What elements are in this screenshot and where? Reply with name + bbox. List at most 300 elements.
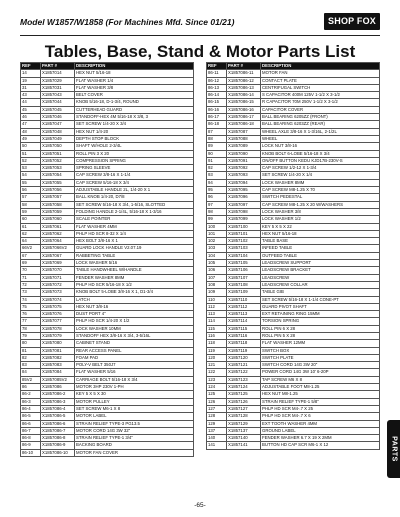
description-cell: BUTTON HD CAP SCR M6-1 X 12 (261, 442, 380, 449)
description-cell: DEPTH STOP BLOCK (75, 135, 194, 142)
table-row (21, 143, 194, 150)
table-row (21, 238, 194, 245)
ref-cell: 70 (21, 267, 41, 274)
part-number-cell: X1857092 (227, 165, 261, 172)
description-cell: ADJUSTABLE FOOT M8-1.25 (261, 384, 380, 391)
table-row (21, 289, 194, 296)
table-row (21, 208, 194, 215)
ref-cell: 124 (207, 384, 227, 391)
parts-table-left-body (21, 70, 194, 457)
table-row (21, 201, 194, 208)
description-cell: CABINET STAND (75, 340, 194, 347)
page-number: -65- (194, 502, 206, 509)
table-row (21, 128, 194, 135)
description-cell: KEY 5 X 5 X 22 (261, 223, 380, 230)
ref-cell: 86-8 (21, 435, 41, 442)
table-row (207, 238, 380, 245)
part-number-cell: X1857086-15 (227, 99, 261, 106)
part-number-cell: X1857110 (227, 296, 261, 303)
table-row (21, 435, 194, 442)
ref-cell: 91 (207, 157, 227, 164)
description-cell: BALL BEARING 6205ZZ (FRONT) (261, 114, 380, 121)
part-number-cell: X1857084 (41, 369, 75, 376)
ref-cell: 108 (207, 281, 227, 288)
ref-cell: 72 (21, 281, 41, 288)
part-number-cell: X1857118 (227, 340, 261, 347)
part-number-cell: X1857108 (227, 281, 261, 288)
part-number-cell: X1857091 (227, 157, 261, 164)
table-row (207, 252, 380, 259)
description-cell: HEX BOLT 3/8-16 X 1 (75, 238, 194, 245)
part-number-cell: X1857098 (227, 208, 261, 215)
description-cell: FLAT WASHER 4MM (75, 223, 194, 230)
description-cell: CUTTERHEAD GUARD (75, 106, 194, 113)
description-column-header: DESCRIPTION (75, 63, 194, 70)
table-row (21, 369, 194, 376)
part-number-cell: X1857047 (41, 121, 75, 128)
ref-cell: 99 (207, 216, 227, 223)
part-number-cell: X1857049 (41, 135, 75, 142)
table-row (21, 391, 194, 398)
table-row (21, 99, 194, 106)
part-number-cell: X1857112 (227, 303, 261, 310)
table-row (21, 311, 194, 318)
ref-cell: 102 (207, 238, 227, 245)
part-number-cell: X1857045 (41, 106, 75, 113)
ref-cell: 89 (207, 143, 227, 150)
description-cell: MOTOR CORD 14G 3W 32" (75, 427, 194, 434)
description-cell: SET SCREW M6-1 X 8 (75, 405, 194, 412)
table-row (207, 187, 380, 194)
part-number-cell: X1857050 (41, 143, 75, 150)
description-cell: SET SCREW 5/16-18 X 1-1/4 CONE-PT (261, 296, 380, 303)
ref-cell: 92 (207, 165, 227, 172)
table-row (21, 230, 194, 237)
model-label: Model W1857/W1858 (For Machines Mfd. Since 01/21) (20, 17, 235, 27)
part-number-cell: X1857083 (41, 362, 75, 369)
table-row (21, 340, 194, 347)
ref-cell: 49 (21, 135, 41, 142)
ref-cell: 50 (21, 143, 41, 150)
description-cell: ROLL PIN 5 X 28 (261, 332, 380, 339)
ref-cell: 114 (207, 318, 227, 325)
table-row (207, 150, 380, 157)
part-number-cell: X1857122 (227, 369, 261, 376)
part-number-cell: X1857061 (41, 223, 75, 230)
part-number-cell: X1857097 (227, 201, 261, 208)
description-cell: FOLDING HANDLE 2-1/4L, 5/16-18 X 1-3/16 (75, 208, 194, 215)
ref-cell: 98 (207, 208, 227, 215)
part-number-cell: X1857128 (227, 413, 261, 420)
table-row (207, 354, 380, 361)
part-number-cell: X1857056 (41, 187, 75, 194)
ref-cell: 44 (21, 99, 41, 106)
description-cell: OUTFEED TABLE (261, 252, 380, 259)
ref-cell: 52 (21, 157, 41, 164)
part-number-cell: X1857086-11 (227, 70, 261, 77)
description-cell: POWER CORD 14G 3W 10' 6-20P (261, 369, 380, 376)
part-number-cell: X1857073 (41, 289, 75, 296)
part-number-cell: X1857082 (41, 354, 75, 361)
table-row (21, 413, 194, 420)
table-row (21, 376, 194, 383)
part-number-cell: X1857086 (41, 384, 75, 391)
table-row (207, 84, 380, 91)
side-tab-label: PARTS (390, 436, 397, 462)
part-number-cell: X1857086-16 (227, 106, 261, 113)
part-number-cell: X1857086-12 (227, 77, 261, 84)
part-number-cell: X1857052 (41, 157, 75, 164)
table-row (21, 267, 194, 274)
description-cell: CAP SCREW 1/2-12 X 1-3/4 (261, 165, 380, 172)
ref-cell: 75 (21, 303, 41, 310)
description-cell: TAP SCREW M6 X 8 (261, 376, 380, 383)
table-row (21, 325, 194, 332)
ref-cell: 93 (207, 172, 227, 179)
table-row (21, 157, 194, 164)
table-row (207, 405, 380, 412)
description-cell: WHEEL AXLE 3/8-16 X 1-3/16L, 2-1/2L (261, 128, 380, 135)
table-row (21, 216, 194, 223)
description-cell: ON/OFF BUTTON KEDU KJD17B-230V-S (261, 157, 380, 164)
ref-cell: 47 (21, 121, 41, 128)
ref-cell: 119 (207, 347, 227, 354)
description-cell: FLAT WASHER 3/8 (75, 84, 194, 91)
description-cell: MOTOR 3HP 230V 1-PH (75, 384, 194, 391)
ref-cell: 103 (207, 245, 227, 252)
description-cell: LEADSCREW COLLAR (261, 281, 380, 288)
description-cell: BELT COVER (75, 92, 194, 99)
table-row (207, 413, 380, 420)
ref-cell: 14 (21, 70, 41, 77)
ref-cell: 121 (207, 362, 227, 369)
table-row (21, 121, 194, 128)
table-row (21, 260, 194, 267)
page-header (20, 11, 380, 36)
ref-cell: 84 (21, 369, 41, 376)
description-cell: STRAIN RELIEF TYPE-3 PG13.5 (75, 420, 194, 427)
ref-cell: 123 (207, 376, 227, 383)
table-row (21, 194, 194, 201)
ref-cell: 107 (207, 274, 227, 281)
ref-cell: 109 (207, 289, 227, 296)
part-number-cell: X1857058 (41, 201, 75, 208)
description-cell: REAR ACCESS PANEL (75, 347, 194, 354)
ref-cell: 94 (207, 179, 227, 186)
table-row (207, 296, 380, 303)
part-number-cell: X1857077 (41, 318, 75, 325)
part-number-cell: X1857085V2 (41, 376, 75, 383)
table-row (207, 230, 380, 237)
ref-cell: 31 (21, 84, 41, 91)
ref-cell: 97 (207, 201, 227, 208)
part-number-cell: X1857079 (41, 332, 75, 339)
parts-table-left (20, 62, 194, 457)
table-row (21, 332, 194, 339)
description-cell: FENDER WASHER 6.7 X 19 X 2MM (261, 435, 380, 442)
part-number-cell: X1857031 (41, 84, 75, 91)
table-row (207, 70, 380, 77)
description-cell: DUST PORT 4" (75, 311, 194, 318)
description-cell: CAP SCREW M8-1.25 X 70 (261, 187, 380, 194)
ref-cell: 110 (207, 296, 227, 303)
ref-cell: 77 (21, 318, 41, 325)
table-row (207, 121, 380, 128)
part-number-cell: X1857121 (227, 362, 261, 369)
ref-cell: 62 (21, 230, 41, 237)
table-row (207, 128, 380, 135)
part-number-cell: X1857101 (227, 230, 261, 237)
description-cell: SWITCH PLATE (261, 354, 380, 361)
table-row (207, 260, 380, 267)
part-number-cell: X1857115 (227, 325, 261, 332)
table-row (21, 398, 194, 405)
table-row (21, 449, 194, 456)
table-header-row (21, 63, 194, 70)
part-number-cell: X1857126 (227, 398, 261, 405)
shop-fox-logo: SHOP FOX (324, 13, 380, 30)
table-row (21, 150, 194, 157)
ref-cell: 86 (21, 384, 41, 391)
table-row (21, 420, 194, 427)
description-cell: LOCK WASHER 5/16 (75, 260, 194, 267)
description-cell: LEADSCREW SUPPORT (261, 260, 380, 267)
part-number-cell: X1857053 (41, 165, 75, 172)
description-cell: KEY 5 X 5 X 30 (75, 391, 194, 398)
table-row (207, 420, 380, 427)
part-number-cell: X1857043 (41, 92, 75, 99)
part-number-cell: X1857086-3 (41, 398, 75, 405)
description-cell: FENDER WASHER 8MM (75, 274, 194, 281)
table-row (207, 325, 380, 332)
description-cell: MOTOR LABEL (75, 413, 194, 420)
part-number-cell: X1857119 (227, 347, 261, 354)
part-number-cell: X1857074 (41, 296, 75, 303)
description-cell: LATCH (75, 296, 194, 303)
description-cell: TABLE HANDWHEEL W/HANDLE (75, 267, 194, 274)
ref-cell: 86-4 (21, 405, 41, 412)
ref-cell: 60 (21, 216, 41, 223)
description-cell: SWITCH CORD 14G 3W 20" (261, 362, 380, 369)
ref-cell: 113 (207, 311, 227, 318)
table-row (21, 318, 194, 325)
part-number-cell: X1857096 (227, 194, 261, 201)
table-row (21, 281, 194, 288)
description-cell: SCALE POINTER (75, 216, 194, 223)
table-row (207, 281, 380, 288)
table-row (207, 201, 380, 208)
part-number-cell: X1857086-18 (227, 121, 261, 128)
table-row (207, 194, 380, 201)
description-cell: TABLE BASE (261, 238, 380, 245)
part-number-cell: X1857086-4 (41, 405, 75, 412)
table-row (207, 442, 380, 449)
description-cell: LEADSCREW (261, 274, 380, 281)
description-cell: CAP SCREW 5/16-18 X 3/4 (75, 179, 194, 186)
description-cell: SWITCH BOX (261, 347, 380, 354)
description-cell: STRAIN RELIEF TYPE-1 5/8" (261, 398, 380, 405)
description-cell: KNOB BOLT 6-LOBE 5/16-18 X 3/4 (261, 150, 380, 157)
ref-cell: 140 (207, 435, 227, 442)
table-row (21, 296, 194, 303)
table-row (207, 99, 380, 106)
table-row (207, 208, 380, 215)
table-row (207, 311, 380, 318)
ref-cell: 69 (21, 260, 41, 267)
part-number-cell: X1857081 (41, 347, 75, 354)
table-row (207, 135, 380, 142)
ref-cell: 54 (21, 172, 41, 179)
description-cell: PHLP HD SCR 5/16-18 X 1/2 (75, 281, 194, 288)
table-row (21, 187, 194, 194)
part-number-cell: X1857060 (41, 216, 75, 223)
table-row (207, 143, 380, 150)
ref-cell: 58 (21, 201, 41, 208)
parts-table-right (206, 62, 380, 450)
part-number-cell: X1857141 (227, 442, 261, 449)
part-number-cell: X1857107 (227, 274, 261, 281)
table-row (21, 354, 194, 361)
table-row (21, 165, 194, 172)
ref-cell: 86-18 (207, 121, 227, 128)
table-header-row (207, 63, 380, 70)
table-row (21, 347, 194, 354)
part-number-cell: X1857086-10 (41, 449, 75, 456)
ref-cell: 43 (21, 92, 41, 99)
part-number-cell: X1857105 (227, 260, 261, 267)
part-number-cell: X1857137 (227, 427, 261, 434)
ref-cell: 90 (207, 150, 227, 157)
ref-cell: 79 (21, 332, 41, 339)
ref-cell: 67 (21, 252, 41, 259)
table-row (21, 384, 194, 391)
description-cell: ROLL PIN 6 X 28 (261, 325, 380, 332)
part-column-header: PART # (41, 63, 75, 70)
part-number-cell: X1857129 (227, 420, 261, 427)
ref-cell: 86-13 (207, 84, 227, 91)
ref-cell: 87 (207, 128, 227, 135)
table-row (207, 318, 380, 325)
table-row (21, 92, 194, 99)
description-cell: CENTRIFUGAL SWITCH (261, 84, 380, 91)
part-number-cell: X1857067 (41, 252, 75, 259)
ref-cell: 129 (207, 420, 227, 427)
description-cell: EXT TOOTH WASHER 4MM (261, 420, 380, 427)
part-number-cell: X1857054 (41, 172, 75, 179)
description-cell: SET SCREW 1/4-20 X 3/4 (75, 121, 194, 128)
ref-cell: 66V2 (21, 245, 41, 252)
ref-cell: 86-11 (207, 70, 227, 77)
part-number-cell: X1857048 (41, 128, 75, 135)
description-cell: STRAIN RELIEF TYPE-1 3/4" (75, 435, 194, 442)
description-cell: WHEEL (261, 135, 380, 142)
description-cell: BACKING BOARD (75, 442, 194, 449)
ref-cell: 118 (207, 340, 227, 347)
description-cell: ROLL PIN 3 X 20 (75, 150, 194, 157)
description-cell: EXT RETAINING RING 15MM (261, 311, 380, 318)
table-row (21, 114, 194, 121)
part-number-cell: X1857086-13 (227, 84, 261, 91)
table-row (207, 223, 380, 230)
part-number-cell: X1857044 (41, 99, 75, 106)
description-cell: LEADSCREW BRACKET (261, 267, 380, 274)
ref-cell: 86-15 (207, 99, 227, 106)
parts-side-tab (387, 420, 400, 478)
ref-cell: 71 (21, 274, 41, 281)
description-cell: COMPRESSION SPRING (75, 157, 194, 164)
ref-cell: 76 (21, 311, 41, 318)
part-number-cell: X1857095 (227, 187, 261, 194)
table-row (207, 106, 380, 113)
ref-cell: 86-5 (21, 413, 41, 420)
table-row (21, 362, 194, 369)
table-row (207, 347, 380, 354)
description-cell: LOCK NUT 3/8-16 (261, 143, 380, 150)
part-number-cell: X1857055 (41, 179, 75, 186)
ref-cell: 59 (21, 208, 41, 215)
part-number-cell: X1857014 (41, 70, 75, 77)
description-cell: MOTOR FAN (261, 70, 380, 77)
description-cell: STANDOFF HEX 3/8-16 X 3/4, 3-5/16L (75, 332, 194, 339)
ref-cell: 86-10 (21, 449, 41, 456)
ref-cell: 53 (21, 165, 41, 172)
ref-cell: 112 (207, 303, 227, 310)
table-row (207, 362, 380, 369)
table-row (21, 84, 194, 91)
part-number-cell: X1857069 (41, 260, 75, 267)
description-cell: HEX NUT M8-1.25 (261, 391, 380, 398)
table-row (207, 376, 380, 383)
description-cell: CONTACT PLATE (261, 77, 380, 84)
part-number-cell: X1857103 (227, 245, 261, 252)
description-cell: FOAM PAD (75, 354, 194, 361)
part-number-cell: X1857093 (227, 172, 261, 179)
ref-cell: 55 (21, 179, 41, 186)
description-cell: RABBETING TABLE (75, 252, 194, 259)
ref-cell: 104 (207, 252, 227, 259)
table-row (207, 114, 380, 121)
table-row (21, 405, 194, 412)
table-row (207, 340, 380, 347)
ref-cell: 73 (21, 289, 41, 296)
ref-cell: 105 (207, 260, 227, 267)
ref-cell: 48 (21, 128, 41, 135)
part-number-cell: X1857071 (41, 274, 75, 281)
part-number-cell: X1857076 (41, 311, 75, 318)
part-number-cell: X1857059 (41, 208, 75, 215)
ref-cell: 126 (207, 398, 227, 405)
ref-cell: 101 (207, 230, 227, 237)
description-cell: STANDOFF-HEX 4M 5/16-18 X 3/8, 3 (75, 114, 194, 121)
part-number-cell: X1857070 (41, 267, 75, 274)
table-row (21, 252, 194, 259)
part-number-cell: X1857125 (227, 391, 261, 398)
ref-cell: 57 (21, 194, 41, 201)
ref-cell: 122 (207, 369, 227, 376)
description-cell: LOCK WASHER 8MM (261, 179, 380, 186)
table-row (207, 384, 380, 391)
description-cell: PHLP HD SCR 1/4-20 X 1/2 (75, 318, 194, 325)
part-number-cell: X1857087 (227, 128, 261, 135)
description-cell: SET SCREW 5/16-18 X 3/4, 1-5/16, SLOTTED (75, 201, 194, 208)
ref-cell: 86-3 (21, 398, 41, 405)
part-number-cell: X1857086-17 (227, 114, 261, 121)
table-row (207, 303, 380, 310)
part-number-cell: X1857086-6 (41, 420, 75, 427)
part-number-cell: X1857072 (41, 281, 75, 288)
table-row (21, 135, 194, 142)
ref-cell: 86-6 (21, 420, 41, 427)
